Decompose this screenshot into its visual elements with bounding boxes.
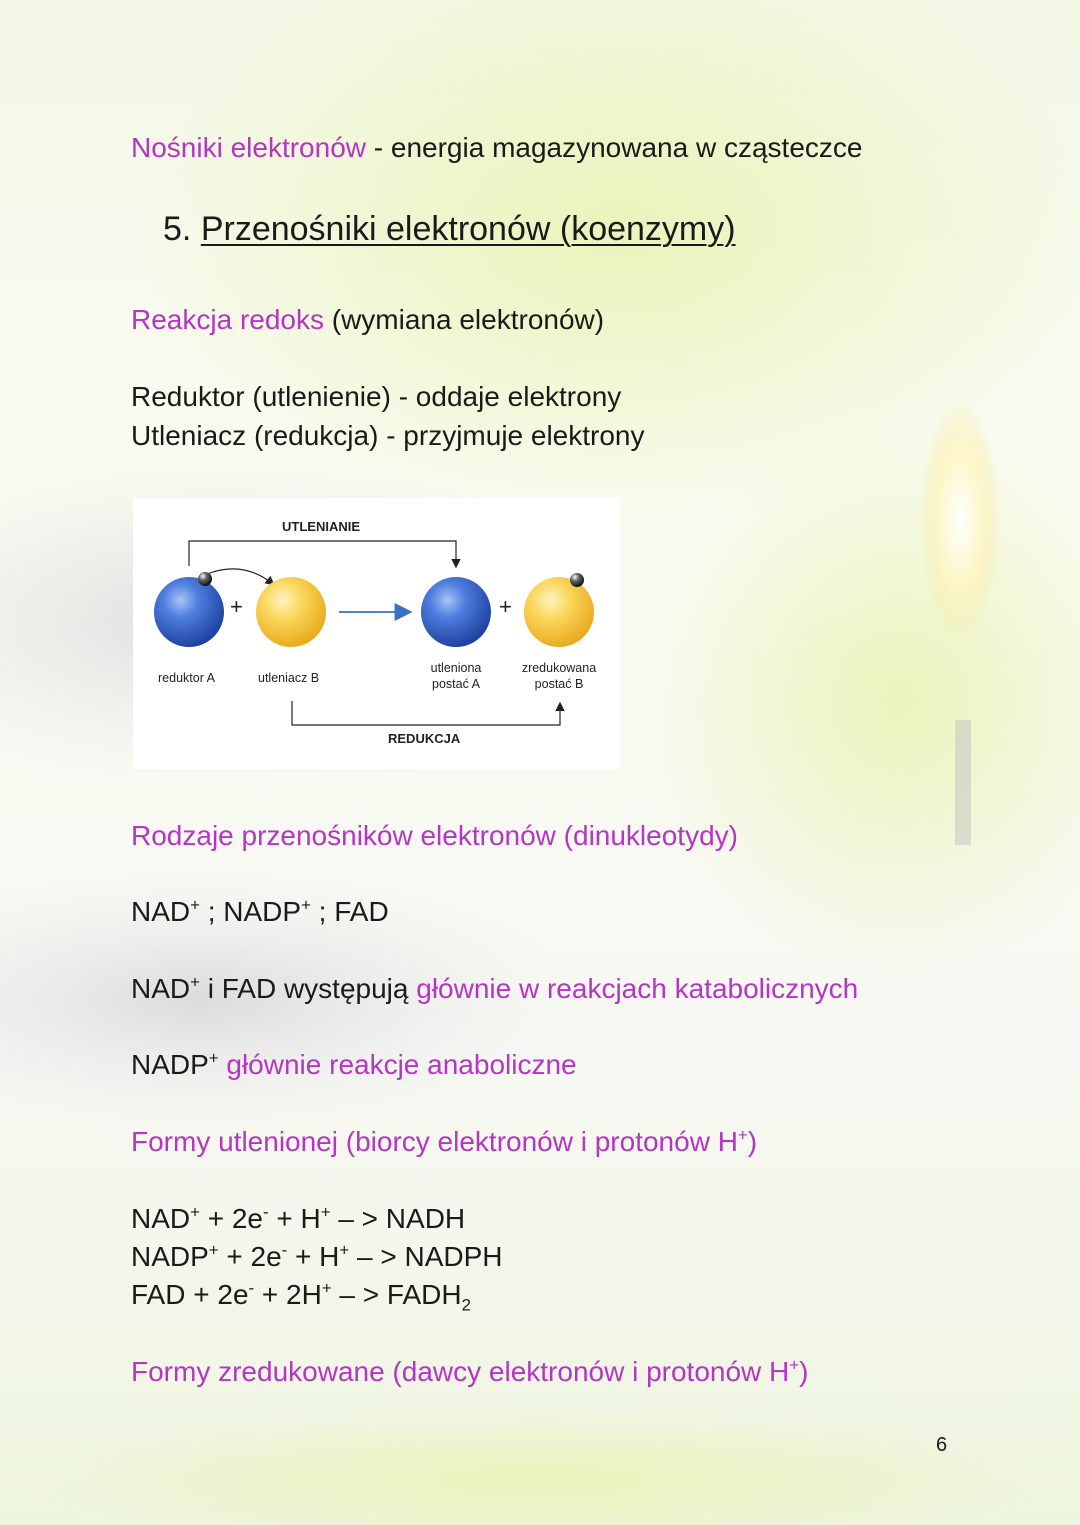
- oxidized-forms-charge: +: [737, 1125, 748, 1145]
- redox-line: [131, 301, 604, 339]
- nadp-text: ; NADP: [199, 896, 302, 927]
- redox-diagram: [133, 498, 620, 769]
- plus-sign-left: +: [230, 594, 243, 619]
- oxidation-label: UTLENIANIE: [282, 519, 360, 534]
- oxidized-a-sphere: [421, 577, 491, 647]
- redox-term: Reakcja redoks: [131, 304, 324, 335]
- section-heading: [163, 207, 736, 251]
- reduction-label: REDUKCJA: [388, 731, 461, 746]
- eq1-charge-2: -: [263, 1202, 269, 1222]
- eq3-c: – > FADH: [331, 1279, 462, 1310]
- oxidation-bracket: [189, 541, 456, 566]
- eq1-charge-1: +: [190, 1202, 200, 1222]
- eq1-b: + 2e: [199, 1203, 263, 1234]
- reduced-forms-text: Formy zredukowane (dawcy elektronów i protonów H: [131, 1356, 790, 1387]
- eq2-d: – > NADPH: [349, 1241, 503, 1272]
- plus-sign-right: +: [499, 594, 512, 619]
- eq3-a: FAD + 2e: [131, 1279, 249, 1310]
- reduced-b-label-1: zredukowana: [521, 661, 597, 675]
- electron-on-a: [198, 572, 212, 586]
- anabolic-term: głównie reakcje anaboliczne: [218, 1049, 577, 1080]
- eq3-charge-1: -: [248, 1278, 255, 1298]
- eq1-c: + H: [268, 1203, 321, 1234]
- electron-carriers-line: [131, 129, 862, 167]
- section-number: 5.: [163, 210, 192, 248]
- oxidized-forms-close: ): [747, 1126, 758, 1157]
- reduced-b-label: [515, 660, 603, 692]
- electron-transfer-arrow: [207, 569, 273, 584]
- eq3-charge-2: +: [321, 1278, 332, 1298]
- catabolic-mid: i FAD występują: [199, 973, 417, 1004]
- eq1-charge-3: +: [320, 1202, 331, 1222]
- reduced-forms-charge: +: [789, 1355, 800, 1375]
- reduced-b-sphere: [524, 577, 594, 647]
- eq2-b: + 2e: [218, 1241, 282, 1272]
- reduction-bracket: [292, 701, 560, 725]
- oxidized-a-label-2: postać A: [432, 677, 480, 691]
- electron-carriers-desc: - energia magazynowana w cząsteczce: [366, 132, 863, 163]
- eq2-charge-3: +: [339, 1240, 350, 1260]
- oxidant-line: Utleniacz (redukcja) - przyjmuje elektrony: [131, 420, 645, 451]
- eq3-subscript: 2: [461, 1295, 471, 1315]
- fad-text: ; FAD: [310, 896, 389, 927]
- reduced-forms-heading: [131, 1353, 808, 1391]
- nad-text: NAD: [131, 896, 191, 927]
- reductor-line: Reduktor (utlenienie) - oddaje elektrony: [131, 381, 622, 412]
- catabolic-line: [131, 970, 858, 1008]
- anabolic-charge: +: [208, 1048, 219, 1068]
- eq1-d: – > NADH: [330, 1203, 466, 1234]
- oxidant-b-sphere: [256, 577, 326, 647]
- carriers-list: [131, 893, 389, 931]
- nadp-charge: +: [301, 895, 311, 915]
- anabolic-nadp: NADP: [131, 1049, 209, 1080]
- reductor-a-label: reduktor A: [158, 671, 215, 685]
- electron-carriers-term: Nośniki elektronów: [131, 132, 366, 163]
- reduced-forms-close: ): [799, 1356, 809, 1387]
- oxidized-a-label-1: utleniona: [430, 661, 482, 675]
- equation-fad: [131, 1276, 471, 1314]
- oxidant-b-label: utleniacz B: [258, 671, 320, 685]
- redox-diagram-graphic: [133, 498, 620, 769]
- page-number: 6: [936, 1434, 948, 1456]
- eq3-b: + 2H: [254, 1279, 322, 1310]
- eq2-c: + H: [287, 1241, 340, 1272]
- oxidized-a-label: [424, 660, 488, 692]
- anabolic-line: [131, 1046, 577, 1084]
- eq2-charge-2: -: [281, 1240, 288, 1260]
- catabolic-charge: +: [190, 972, 200, 992]
- eq1-a: NAD: [131, 1203, 191, 1234]
- nad-charge: +: [190, 895, 200, 915]
- oxidized-forms-heading: [131, 1123, 757, 1161]
- catabolic-nad: NAD: [131, 973, 191, 1004]
- equation-nadp: [131, 1238, 503, 1276]
- reduced-b-label-2: postać B: [534, 677, 584, 691]
- reductor-a-sphere: [154, 577, 224, 647]
- equation-nad: [131, 1200, 465, 1238]
- carriers-heading: Rodzaje przenośników elektronów (dinukleotydy): [131, 820, 738, 851]
- catabolic-term: głównie w reakcjach katabolicznych: [416, 973, 859, 1004]
- eq2-charge-1: +: [208, 1240, 219, 1260]
- oxidized-forms-text: Formy utlenionej (biorcy elektronów i protonów H: [131, 1126, 738, 1157]
- section-title: Przenośniki elektronów (koenzymy): [200, 210, 736, 248]
- redox-desc: (wymiana elektronów): [323, 304, 605, 335]
- electron-on-b: [570, 573, 584, 587]
- eq2-a: NADP: [131, 1241, 209, 1272]
